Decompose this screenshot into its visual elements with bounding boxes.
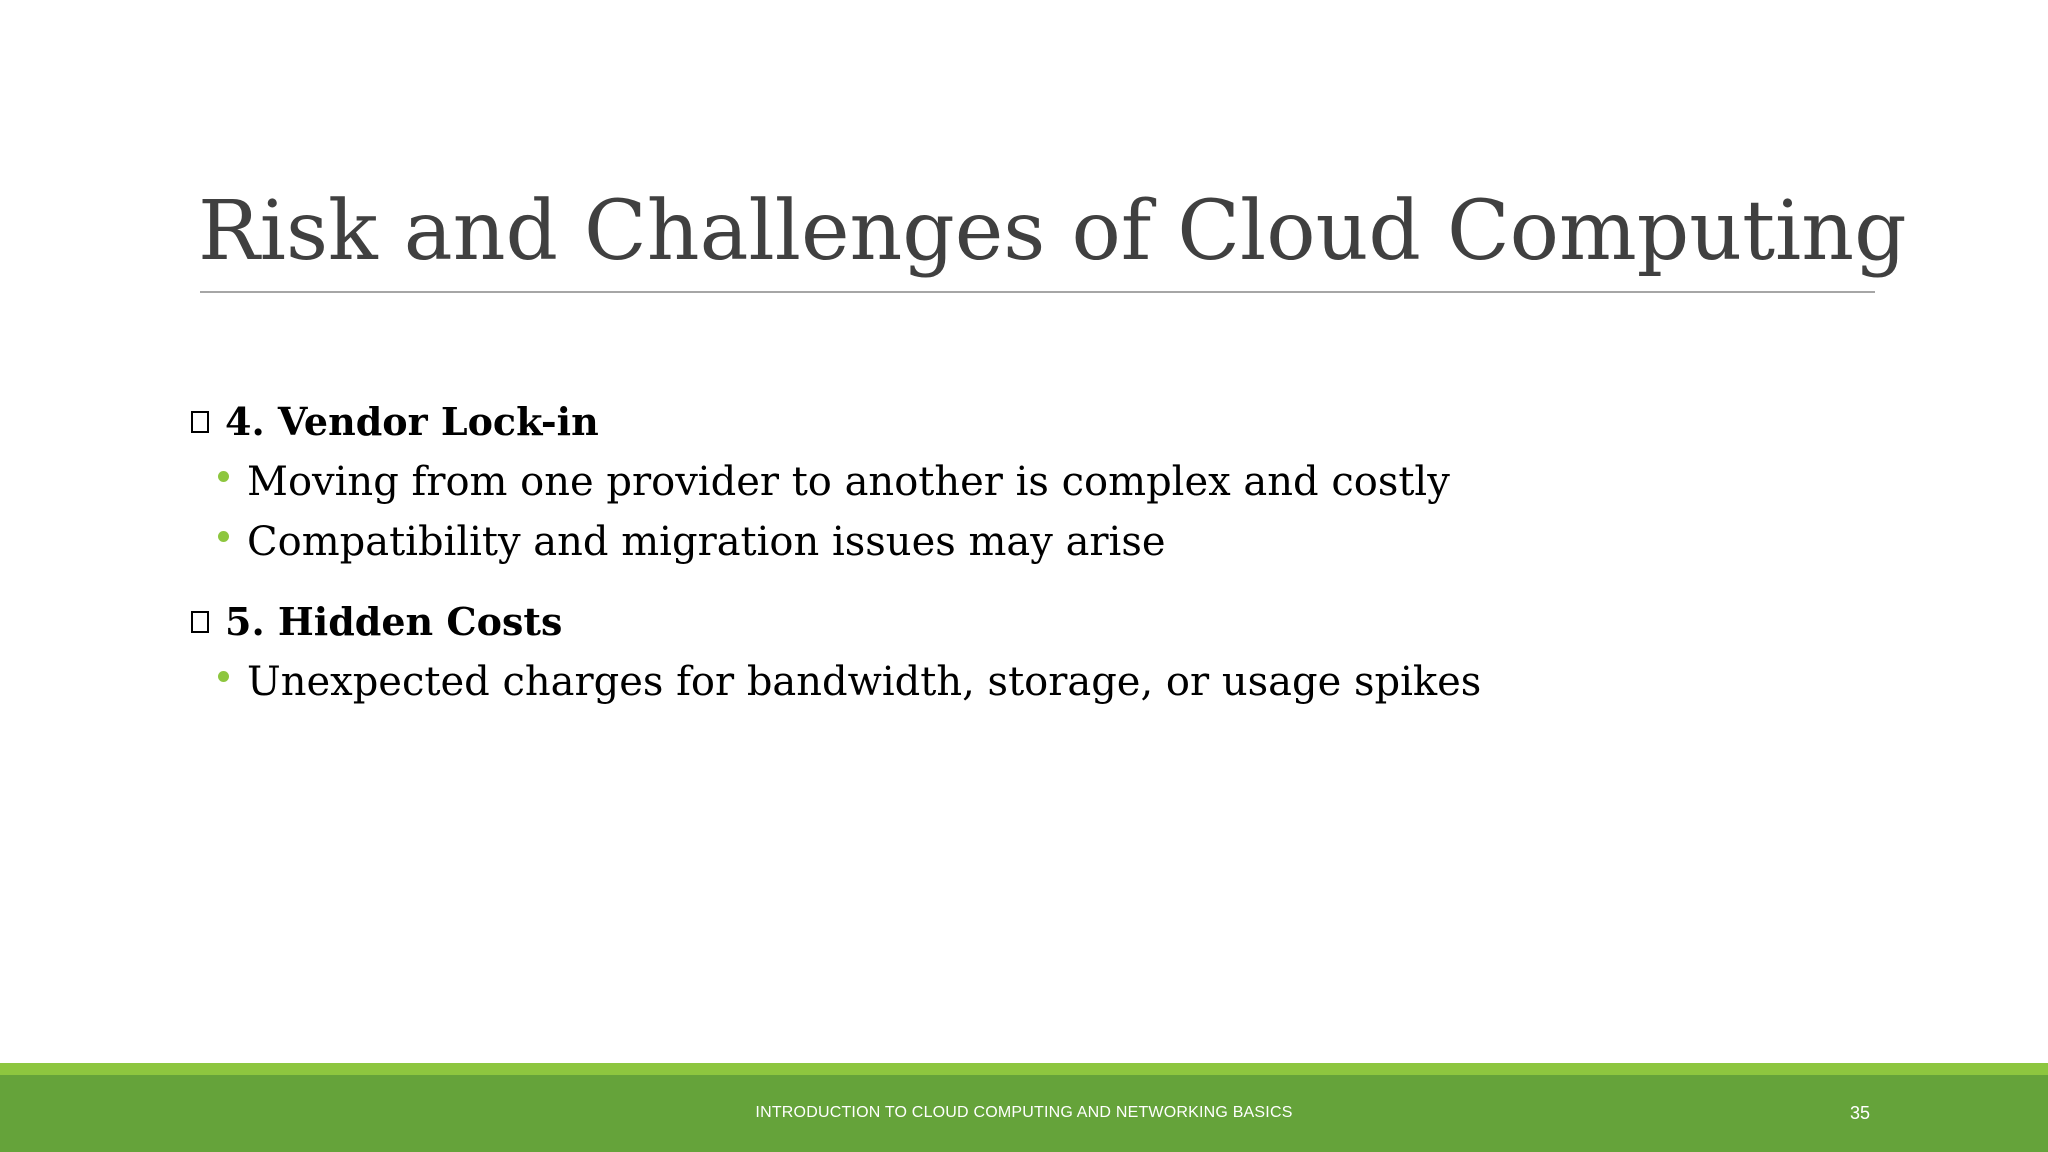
footer-text: INTRODUCTION TO CLOUD COMPUTING AND NETWORKING BASICS <box>755 1104 1293 1121</box>
bullet-list <box>188 452 1838 572</box>
bullet-item <box>188 652 1838 712</box>
missing-glyph-box-icon <box>191 411 209 433</box>
section-heading-text: 4. Vendor Lock-in <box>225 399 599 444</box>
page-number: 35 <box>1849 1103 1871 1123</box>
bullet-text: Compatibility and migration issues may arise <box>247 519 1166 565</box>
section-vendor-lock-in <box>188 392 1838 572</box>
bullet-list <box>188 652 1838 712</box>
section-heading <box>188 592 1838 652</box>
bullet-item <box>188 512 1838 572</box>
green-dot-icon <box>218 471 229 482</box>
title-underline <box>200 291 1875 293</box>
green-dot-icon <box>218 531 229 542</box>
bullet-item <box>188 452 1838 512</box>
bullet-text: Moving from one provider to another is complex and costly <box>247 459 1450 505</box>
footer-accent-stripe <box>0 1063 2048 1075</box>
slide-content <box>188 392 1838 732</box>
missing-glyph-box-icon <box>191 611 209 633</box>
green-dot-icon <box>218 671 229 682</box>
slide-title: Risk and Challenges of Cloud Computing <box>198 184 1907 279</box>
section-hidden-costs <box>188 592 1838 712</box>
section-heading-text: 5. Hidden Costs <box>225 599 563 644</box>
bullet-text: Unexpected charges for bandwidth, storage, or usage spikes <box>247 659 1482 705</box>
section-heading <box>188 392 1838 452</box>
